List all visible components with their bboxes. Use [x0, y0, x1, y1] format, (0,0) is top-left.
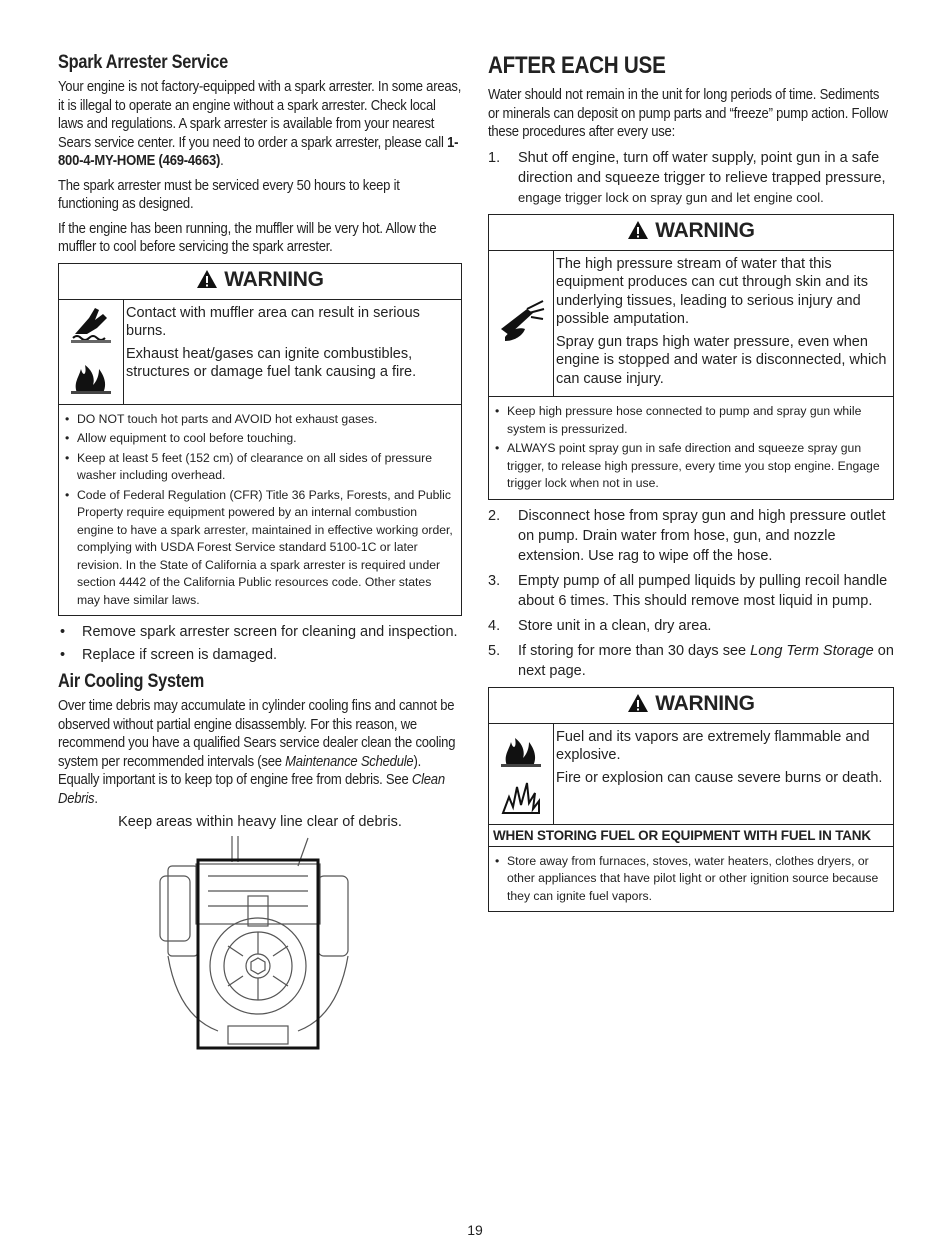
warning-icons — [489, 251, 554, 397]
warning-bullet-list — [489, 397, 893, 499]
warning-bullet-list — [489, 846, 893, 912]
step-number: 5. — [488, 642, 501, 659]
long-term-storage-ref: Long Term Storage — [750, 642, 874, 659]
warning-triangle-icon — [627, 220, 649, 246]
steps-list-part-1 — [488, 148, 894, 208]
step-1-text-b: engage trigger lock on spray gun and let engine cool. — [518, 189, 824, 205]
warning-triangle-icon — [196, 269, 218, 295]
list-item: • Store away from furnaces, stoves, water heaters, clothes dryers, or other appliances that have pilot light or other ignition source because they can ignite fuel vapors. — [495, 853, 887, 906]
explosion-icon — [499, 779, 543, 820]
list-item — [488, 148, 894, 208]
warning-box-high-pressure — [488, 214, 894, 500]
after-each-use-intro — [488, 86, 894, 142]
hot-surface-icon — [69, 304, 113, 349]
step-number: 1. — [488, 149, 501, 166]
warning-icons — [59, 300, 124, 404]
warning-flammable-text: Fuel and its vapors are extremely flammable and explosive. — [556, 728, 870, 763]
spark-arrester-paragraph-3 — [58, 220, 462, 257]
air-cooling-paragraph — [58, 697, 462, 808]
list-item: • ALWAYS point spray gun in safe direction and squeeze spray gun trigger, to release high pressure, every time you stop engine. Engage trigger lock when not in use. — [495, 440, 887, 493]
warning-box-muffler — [58, 263, 462, 617]
warning-bullet-list — [59, 405, 461, 616]
step-5-text-b: on next page. — [518, 642, 894, 679]
warning-body — [489, 723, 893, 824]
step-number: 2. — [488, 507, 501, 524]
step-5-text-a: If storing for more than 30 days see — [518, 642, 751, 659]
warning-header — [489, 688, 893, 723]
list-item — [488, 616, 894, 636]
sears-phone-number: 1-800-4-MY-HOME (469-4663) — [58, 134, 459, 169]
page-number: 19 — [467, 1222, 483, 1238]
maintenance-schedule-ref: Maintenance Schedule — [285, 753, 414, 770]
warning-text — [554, 724, 893, 824]
fire-icon — [499, 728, 543, 773]
warning-triangle-icon — [627, 693, 649, 719]
warning-icons — [489, 724, 554, 824]
air-p-end: . — [94, 790, 98, 807]
spark-arrester-paragraph-2 — [58, 177, 462, 214]
warning-body — [59, 299, 461, 405]
spark-arrester-bullets — [58, 622, 462, 665]
engine-figure-caption: Keep areas within heavy line clear of debris. — [118, 814, 402, 830]
list-item: • Replace if screen is damaged. — [58, 645, 462, 665]
storing-fuel-header: WHEN STORING FUEL OR EQUIPMENT WITH FUEL IN TANK — [489, 824, 893, 846]
warning-header — [59, 264, 461, 299]
list-item — [488, 641, 894, 681]
warning-explosion-text: Fire or explosion can cause severe burns or death. — [556, 769, 883, 786]
list-item — [488, 506, 894, 566]
clean-debris-ref: Clean Debris — [58, 772, 445, 807]
step-text: Disconnect hose from spray gun and high pressure outlet on pump. Drain water from hose, gun, and nozzle extension. Use rag to wipe off the hose. — [518, 507, 886, 564]
step-1-text-a: Shut off engine, turn off water supply, point gun in a safe direction and squeeze trigger to relieve trapped pressure, — [518, 149, 886, 186]
warning-label: WARNING — [655, 218, 755, 242]
list-item: • Code of Federal Regulation (CFR) Title 36 Parks, Forests, and Public Property require equipment powered by an internal combustion engine to have a spark arrester, maintained in effective working order, complying with USDA Forest Service standard 5100-1C or later revision. In the State of California a spark arrester is required under section 4442 of the California Public resources code. Other states may have similar laws. — [65, 487, 455, 610]
steps-list-part-2 — [488, 506, 894, 681]
spark-arrester-paragraph-1 — [58, 78, 462, 171]
warning-label: WARNING — [224, 267, 324, 291]
warning-text — [554, 251, 893, 397]
spark-p3-text: If the engine has been running, the muffler will be very hot. Allow the muffler to cool before servicing the spark arrester. — [58, 220, 437, 255]
spark-p2-text: The spark arrester must be serviced every 50 hours to keep it functioning as designed. — [58, 177, 400, 212]
list-item: • Remove spark arrester screen for cleaning and inspection. — [58, 622, 462, 642]
warning-label: WARNING — [655, 691, 755, 715]
right-column — [488, 52, 894, 918]
engine-illustration — [158, 836, 462, 1056]
warning-box-fuel — [488, 687, 894, 913]
warning-fire-text: Exhaust heat/gases can ignite combustibles, structures or damage fuel tank causing a fire. — [126, 345, 417, 380]
warning-trapped-pressure-text: Spray gun traps high water pressure, even when engine is stopped and water is disconnected, which can cause injury. — [556, 333, 887, 387]
spark-p1-text: Your engine is not factory-equipped with a spark arrester. In some areas, it is illegal to operate an engine without a spark arrester. Check local laws and regulations. A spark arrester is available from your nearest Sears service center. If you need to order a spark arrester, please call — [58, 79, 462, 151]
warning-header — [489, 215, 893, 250]
list-item: • DO NOT touch hot parts and AVOID hot exhaust gases. — [65, 411, 455, 429]
list-item — [488, 571, 894, 611]
fire-icon — [69, 355, 113, 400]
air-p-text-a: Over time debris may accumulate in cylinder cooling fins and cannot be observed without partial engine disassembly. For this reason, we recommend you have a qualified Sears service dealer clean the cooling system per recommended intervals (see — [58, 698, 456, 770]
step-number: 4. — [488, 617, 501, 634]
step-text: Empty pump of all pumped liquids by pulling recoil handle about 6 times. This should remove most liquid in pump. — [518, 572, 888, 609]
warning-text — [124, 300, 461, 404]
list-item: • Keep high pressure hose connected to pump and spray gun while system is pressurized. — [495, 403, 887, 438]
air-cooling-heading: Air Cooling System — [58, 671, 205, 692]
list-item: • Keep at least 5 feet (152 cm) of clearance on all sides of pressure washer including overhead. — [65, 450, 455, 485]
air-p-text-b: ). Equally important is to keep top of engine free from debris. See — [58, 753, 421, 788]
spark-p1-end: . — [220, 153, 224, 169]
after-each-use-heading: AFTER EACH USE — [488, 52, 666, 79]
left-column — [58, 52, 462, 1056]
spark-arrester-heading: Spark Arrester Service — [58, 52, 228, 73]
warning-cut-text: The high pressure stream of water that this equipment produces can cut through skin and its underlying tissues, leading to serious injury and possible amputation. — [556, 255, 868, 327]
step-number: 3. — [488, 572, 501, 589]
step-text: Store unit in a clean, dry area. — [518, 617, 712, 634]
high-pressure-spray-icon — [497, 299, 545, 348]
list-item: • Allow equipment to cool before touching. — [65, 430, 455, 448]
warning-burn-text: Contact with muffler area can result in serious burns. — [126, 304, 420, 339]
warning-body — [489, 250, 893, 398]
after-intro-text: Water should not remain in the unit for long periods of time. Sediments or minerals can deposit on pump parts and “freeze” pump action. Follow these procedures after every use: — [488, 87, 888, 140]
